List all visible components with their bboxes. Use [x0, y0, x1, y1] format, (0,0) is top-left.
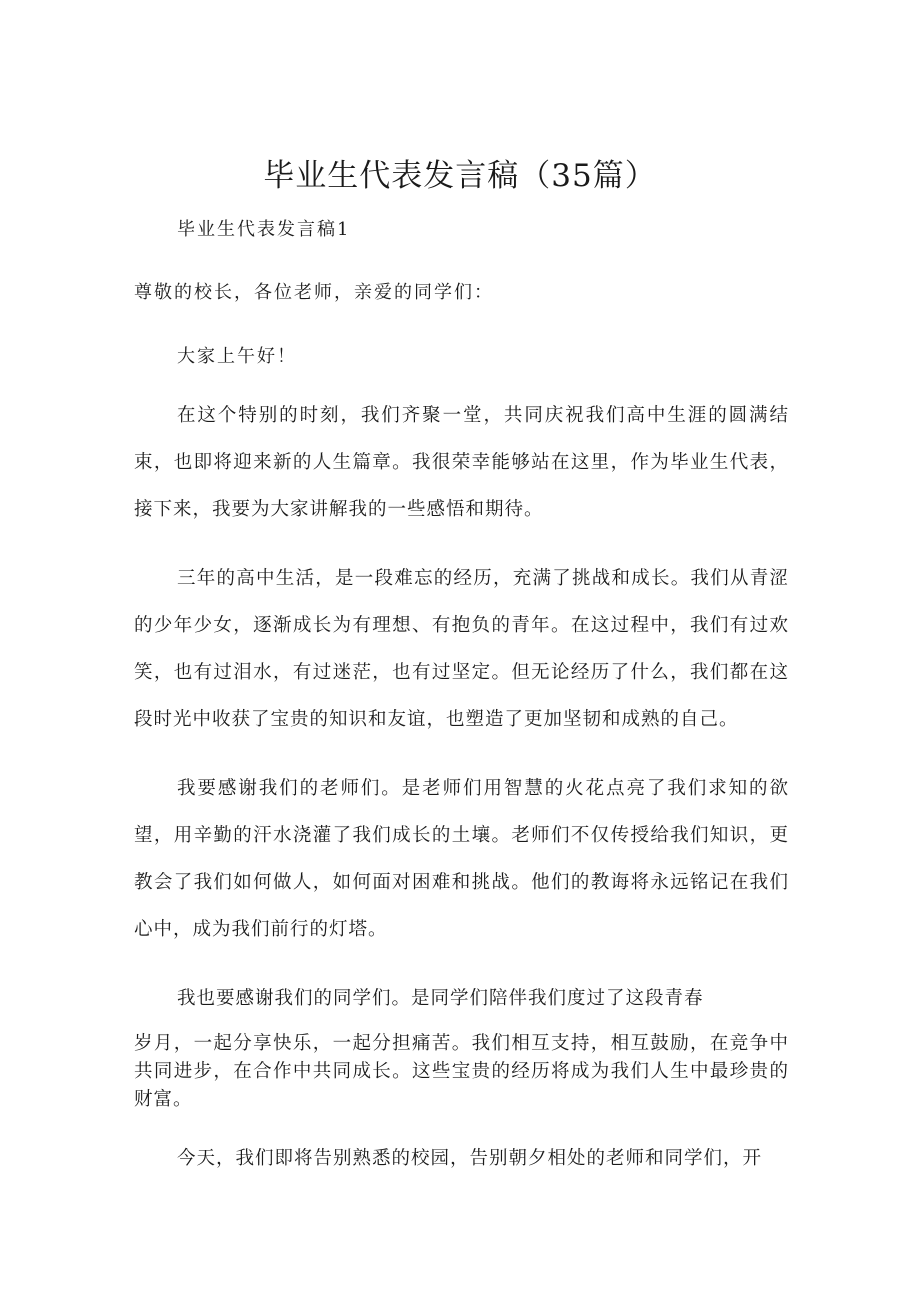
paragraph-3: 我要感谢我们的老师们。是老师们用智慧的火花点亮了我们求知的欲望，用辛勤的汗水浇灌了我们成长的土壤。老师们不仅传授给我们知识，更教会了我们如何做人，如何面对困难和挑战。他们的教诲将永远铭记在我们心中，成为我们前行的灯塔。	[134, 778, 789, 940]
document-title: 毕业生代表发言稿（35篇）	[263, 158, 657, 194]
paragraph-1: 在这个特别的时刻，我们齐聚一堂，共同庆祝我们高中生涯的圆满结束，也即将迎来新的人生篇章。我很荣幸能够站在这里，作为毕业生代表，接下来，我要为大家讲解我的一些感悟和期待。	[134, 405, 789, 520]
opening-line: 大家上午好！	[177, 346, 297, 367]
paragraph-2: 三年的高中生活，是一段难忘的经历，充满了挑战和成长。我们从青涩的少年少女，逐渐成长为有理想、有抱负的青年。在这过程中，我们有过欢笑，也有过泪水，有过迷茫，也有过坚定。但无论经历了什么，我们都在这段时光中收获了宝贵的知识和友谊，也塑造了更加坚韧和成熟的自己。	[134, 568, 789, 730]
paragraph-4-first-line: 我也要感谢我们的同学们。是同学们陪伴我们度过了这段青春	[177, 988, 704, 1009]
salutation: 尊敬的校长，各位老师，亲爱的同学们：	[134, 282, 494, 303]
section-heading: 毕业生代表发言稿1	[177, 219, 351, 240]
paragraph-4-continuation: 岁月，一起分享快乐，一起分担痛苦。我们相互支持，相互鼓励，在竞争中共同进步，在合作中共同成长。这些宝贵的经历将成为我们人生中最珍贵的财富。	[134, 1033, 789, 1110]
paragraph-5-partial: 今天，我们即将告别熟悉的校园，告别朝夕相处的老师和同学们，开	[177, 1148, 763, 1169]
